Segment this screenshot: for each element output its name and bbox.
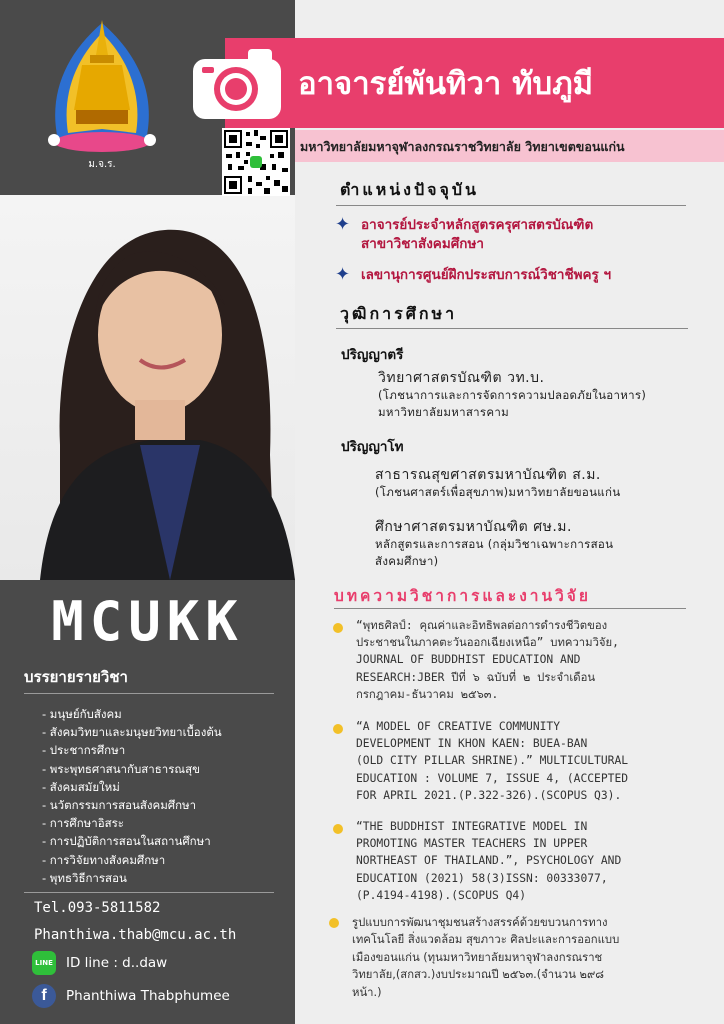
- research-line: ประชาชนในภาคตะวันออกเฉียงเหนือ” บทความวิจัย,: [356, 636, 619, 650]
- degree-school: มหาวิทยาลัยมหาสารคาม: [378, 405, 510, 419]
- research-line: (P.4194-4198).(SCOPUS Q4): [356, 888, 527, 902]
- bullet-icon: [333, 623, 343, 633]
- degree-detail: (โภชนศาสตร์เพื่อสุขภาพ)มหาวิทยาลัยขอนแก่น: [375, 485, 621, 499]
- divider: [24, 693, 274, 694]
- course-list: [42, 705, 222, 887]
- divider: [334, 608, 686, 609]
- course-item: - สังคมสมัยใหม่: [42, 779, 120, 794]
- research-line: PROMOTING MASTER TEACHERS IN UPPER: [356, 837, 588, 851]
- research-line: FOR APRIL 2021.(P.322-326).(SCOPUS Q3).: [356, 788, 622, 802]
- research-title: บทความวิชาการและงานวิจัย: [334, 587, 591, 605]
- research-item: [356, 718, 716, 804]
- degree-detail: สังคมศึกษา): [375, 554, 439, 568]
- university-logo: [40, 15, 165, 175]
- divider: [336, 328, 688, 329]
- divider: [24, 892, 274, 893]
- master-degree: [375, 518, 613, 570]
- master-degree: [375, 466, 620, 501]
- email-address[interactable]: Phanthiwa.thab@mcu.ac.th: [34, 927, 237, 943]
- course-item: - การวิจัยทางสังคมศึกษา: [42, 852, 166, 867]
- research-line: หน้า.): [352, 985, 382, 999]
- research-line: JOURNAL OF BUDDHIST EDUCATION AND: [356, 653, 581, 667]
- person-name: อาจารย์พันทิวา ทับภูมี: [298, 66, 594, 102]
- bachelor-label: ปริญญาตรี: [341, 347, 404, 363]
- line-icon: LINE: [32, 951, 56, 975]
- research-line: รูปแบบการพัฒนาชุมชนสร้างสรรค์ด้วยขบวนการทาง: [352, 916, 608, 929]
- research-item: [356, 617, 716, 703]
- research-item: [356, 818, 716, 904]
- star-icon: ✦: [335, 214, 351, 235]
- phone-number[interactable]: Tel.093-5811582: [34, 900, 161, 916]
- research-line: เมืองขอนแก่น (ทุนมหาวิทยาลัยมหาจุฬาลงกรณราช: [352, 950, 603, 964]
- course-item: - การปฏิบัติการสอนในสถานศึกษา: [42, 834, 211, 849]
- logo-label: ม.จ.ร.: [88, 159, 116, 170]
- course-item: - สังคมวิทยาและมนุษยวิทยาเบื้องต้น: [42, 725, 222, 740]
- course-item: - การศึกษาอิสระ: [42, 816, 124, 831]
- research-line: วิทยาลัย,(สกสว.)งบประมาณปี ๒๕๖๓.(จำนวน ๒๙๘: [352, 968, 604, 982]
- research-line: “พุทธศิลป์: คุณค่าและอิทธิพลต่อการดำรงชีวิตของ: [356, 619, 608, 632]
- research-line: “A MODEL OF CREATIVE COMMUNITY: [356, 720, 561, 733]
- degree-name: สาธารณสุขศาสตรมหาบัณฑิต ส.ม.: [375, 467, 601, 483]
- research-item: [352, 914, 712, 1001]
- bachelor-degree: [378, 369, 646, 421]
- camera-icon: [190, 45, 285, 123]
- position-line: เลขานุการศูนย์ฝึกประสบการณ์วิชาชีพครู ฯ: [361, 267, 612, 283]
- lecture-section-title: บรรยายรายวิชา: [24, 668, 128, 686]
- research-line: EDUCATION (2021) 58(3)ISSN: 00333077,: [356, 871, 608, 885]
- research-line: DEVELOPMENT IN KHON KAEN: BUEA-BAN: [356, 737, 588, 751]
- degree-detail: หลักสูตรและการสอน (กลุ่มวิชาเฉพาะการสอน: [375, 537, 614, 551]
- education-title: วุฒิการศึกษา: [340, 304, 458, 323]
- position-line: อาจารย์ประจำหลักสูตรครุศาสตรบัณฑิต: [361, 217, 594, 233]
- position-title: ตำแหน่งปัจจุบัน: [340, 180, 479, 199]
- qr-code[interactable]: [222, 128, 290, 196]
- facebook-name: Phanthiwa Thabphumee: [66, 988, 230, 1004]
- facebook-contact[interactable]: [32, 983, 230, 1009]
- degree-name: ศึกษาศาสตรมหาบัณฑิต ศษ.ม.: [375, 519, 572, 535]
- course-item: - นวัตกรรมการสอนสังคมศึกษา: [42, 797, 197, 812]
- line-contact[interactable]: [32, 950, 167, 976]
- divider: [336, 205, 686, 206]
- course-item: - พุทธวิธีการสอน: [42, 870, 127, 885]
- bullet-icon: [333, 824, 343, 834]
- star-icon: ✦: [335, 264, 351, 285]
- profile-photo: [0, 195, 295, 580]
- line-id-text: ID line : d..daw: [66, 955, 168, 971]
- master-label: ปริญญาโท: [341, 439, 404, 455]
- position-item: [335, 216, 593, 254]
- research-line: RESEARCH:JBER ปีที่ ๖ ฉบับที่ ๒ ประจำเดือน: [356, 670, 596, 684]
- research-line: กรกฎาคม-ธันวาคม ๒๕๖๓.: [356, 687, 499, 701]
- research-line: NORTHEAST OF THAILAND.”, PSYCHOLOGY AND: [356, 854, 622, 868]
- course-item: - ประชากรศึกษา: [42, 743, 126, 758]
- research-line: EDUCATION : VOLUME 7, ISSUE 4, (ACCEPTED: [356, 771, 629, 785]
- course-item: - พระพุทธศาสนากับสาธารณสุข: [42, 761, 200, 776]
- position-line: สาขาวิชาสังคมศึกษา: [361, 236, 484, 252]
- course-item: - มนุษย์กับสังคม: [42, 707, 122, 721]
- university-name: มหาวิทยาลัยมหาจุฬาลงกรณราชวิทยาลัย วิทยาเขตขอนแก่น: [300, 139, 625, 154]
- bullet-icon: [333, 724, 343, 734]
- bullet-icon: [329, 918, 339, 928]
- degree-name: วิทยาศาสตรบัณฑิต วท.บ.: [378, 370, 545, 386]
- research-line: (OLD CITY PILLAR SHRINE).” MULTICULTURAL: [356, 754, 629, 768]
- position-item: [335, 266, 611, 285]
- facebook-icon: f: [32, 984, 56, 1008]
- degree-major: (โภชนาการและการจัดการความปลอดภัยในอาหาร): [378, 388, 647, 402]
- research-line: เทคโนโลยี สิ่งแวดล้อม สุขภาวะ ศิลปะและการออกแบบ: [352, 933, 620, 947]
- mcukk-wordmark: MCUKK: [51, 590, 244, 653]
- research-line: “THE BUDDHIST INTEGRATIVE MODEL IN: [356, 820, 588, 833]
